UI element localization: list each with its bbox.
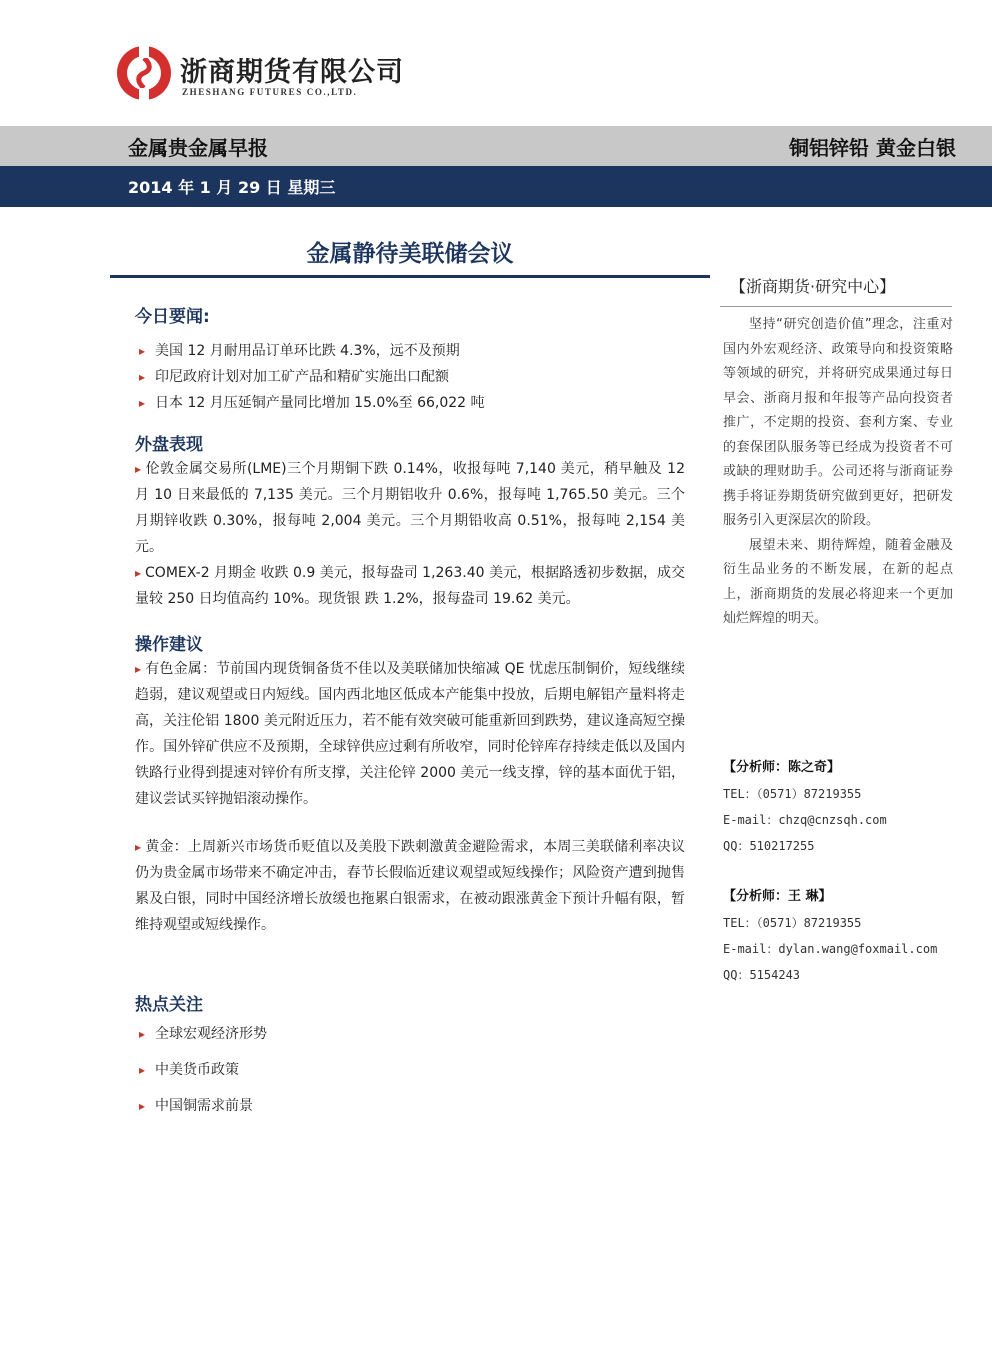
bullet-icon: ▸ [139, 1099, 146, 1113]
date-band [0, 166, 992, 207]
analyst-name: 【分析师：陈之奇】 [723, 760, 841, 775]
analyst-email[interactable]: E-mail：chzq@cnzsqh.com [723, 813, 887, 827]
hot-topic-item: ▸ 中国铜需求前景 [135, 1088, 685, 1124]
bullet-icon: ▸ [135, 662, 142, 676]
report-type-band [0, 126, 992, 166]
hot-topic-item: ▸ 中美货币政策 [135, 1052, 685, 1088]
bullet-icon: ▸ [139, 396, 146, 410]
analyst-card [723, 884, 963, 988]
bullet-icon: ▸ [139, 370, 146, 384]
section-title-overseas: 外盘表现 [135, 435, 203, 455]
section-title-news: 今日要闻: [135, 307, 210, 327]
headline: 金属静待美联储会议 [306, 241, 514, 267]
report-date: 2014 年 1 月 29 日 星期三 [128, 178, 336, 197]
bullet-icon: ▸ [135, 566, 142, 580]
sidebar-intro [723, 313, 953, 632]
advice-paragraph: ▸ 有色金属：节前国内现货铜备货不佳以及美联储加快缩减 QE 忧虑压制铜价，短线继续趋弱，建议观望或日内短线。国内西北地区低成本产能集中投放，后期电解铝产量料将走高，关注伦铝 1800 美元附近压力，若不能有效突破可能重新回到跌势，建议逢高短空操作。国外锌矿供应不及预期，全球锌供应过剩有所收窄，同时伦锌库存持续走低以及国内铁路行业得到提速对锌价有所支撑，关注伦锌 2000 美元一线支撑，锌的基本面优于铝，建议尝试买锌抛铝滚动操作。 [135, 661, 685, 807]
section-title-hot: 热点关注 [135, 995, 203, 1015]
news-item: ▸ 美国 12 月耐用品订单环比跌 4.3%，远不及预期 [135, 338, 685, 364]
news-item: ▸ 印尼政府计划对加工矿产品和精矿实施出口配额 [135, 364, 685, 390]
news-item: ▸ 日本 12 月压延铜产量同比增加 15.0%至 66,022 吨 [135, 390, 685, 416]
sidebar-divider [720, 306, 952, 307]
bullet-icon: ▸ [135, 840, 142, 854]
company-logo [115, 44, 173, 102]
report-categories: 铜铝锌铅 黄金白银 [789, 136, 956, 160]
sidebar-paragraph: 坚持“研究创造价值”理念，注重对国内外宏观经济、政策导向和投资策略等领域的研究，并将研究成果通过每日早会、浙商月报和年报等产品向投资者推广，不定期的投资、套利方案、专业的套保团队服务等已经成为投资者不可或缺的理财助手。公司还将与浙商证券携手将证券期货研究做到更好，把研发服务引入更深层次的阶段。 [723, 317, 953, 528]
main-content [135, 302, 685, 1124]
company-name-cn: 浙商期货有限公司 [180, 57, 404, 88]
hot-topics-list [135, 1016, 685, 1124]
report-type: 金属贵金属早报 [128, 136, 268, 160]
bullet-icon: ▸ [139, 344, 146, 358]
sidebar-title: 【浙商期货·研究中心】 [730, 277, 896, 296]
section-title-advice: 操作建议 [135, 635, 203, 655]
analyst-qq: QQ：510217255 [723, 839, 815, 853]
overseas-paragraph: ▸ 伦敦金属交易所(LME)三个月期铜下跌 0.14%，收报每吨 7,140 美元，稍早触及 12 月 10 日来最低的 7,135 美元。三个月期铝收升 0.6%，报每吨 1,765.50 美元。三个月期锌收跌 0.30%，报每吨 2,004 美元。三个月期铅收高 0.51%，报每吨 2,154 美元。 [135, 461, 685, 555]
analyst-card [723, 755, 963, 859]
bullet-icon: ▸ [139, 1063, 146, 1077]
analyst-email[interactable]: E-mail：dylan.wang@foxmail.com [723, 942, 938, 956]
company-name-en: ZHESHANG FUTURES CO.,LTD. [182, 87, 358, 97]
hot-topic-item: ▸ 全球宏观经济形势 [135, 1016, 685, 1052]
headline-divider [110, 275, 710, 278]
advice-paragraph: ▸ 黄金：上周新兴市场货币贬值以及美股下跌刺激黄金避险需求，本周三美联储利率决议仍为贵金属市场带来不确定冲击，春节长假临近建议观望或短线操作；风险资产遭到抛售累及白银，同时中国经济增长放缓也拖累白银需求，在被动跟涨黄金下预计升幅有限，暂维持观望或短线操作。 [135, 839, 685, 933]
analyst-name: 【分析师：王 琳】 [723, 889, 832, 904]
analyst-tel: TEL：（0571）87219355 [723, 916, 862, 930]
analyst-tel: TEL：（0571）87219355 [723, 787, 862, 801]
bullet-icon: ▸ [135, 462, 142, 476]
sidebar-paragraph: 展望未来、期待辉煌，随着金融及衍生品业务的不断发展，在新的起点上，浙商期货的发展必将迎来一个更加灿烂辉煌的明天。 [723, 537, 953, 626]
overseas-paragraph: ▸ COMEX-2 月期金 收跌 0.9 美元，报每盎司 1,263.40 美元，根据路透初步数据，成交量较 250 日均值高约 10%。现货银 跌 1.2%，报每盎司 19.62 美元。 [135, 565, 685, 607]
analyst-qq: QQ：5154243 [723, 968, 801, 982]
bullet-icon: ▸ [139, 1027, 146, 1041]
